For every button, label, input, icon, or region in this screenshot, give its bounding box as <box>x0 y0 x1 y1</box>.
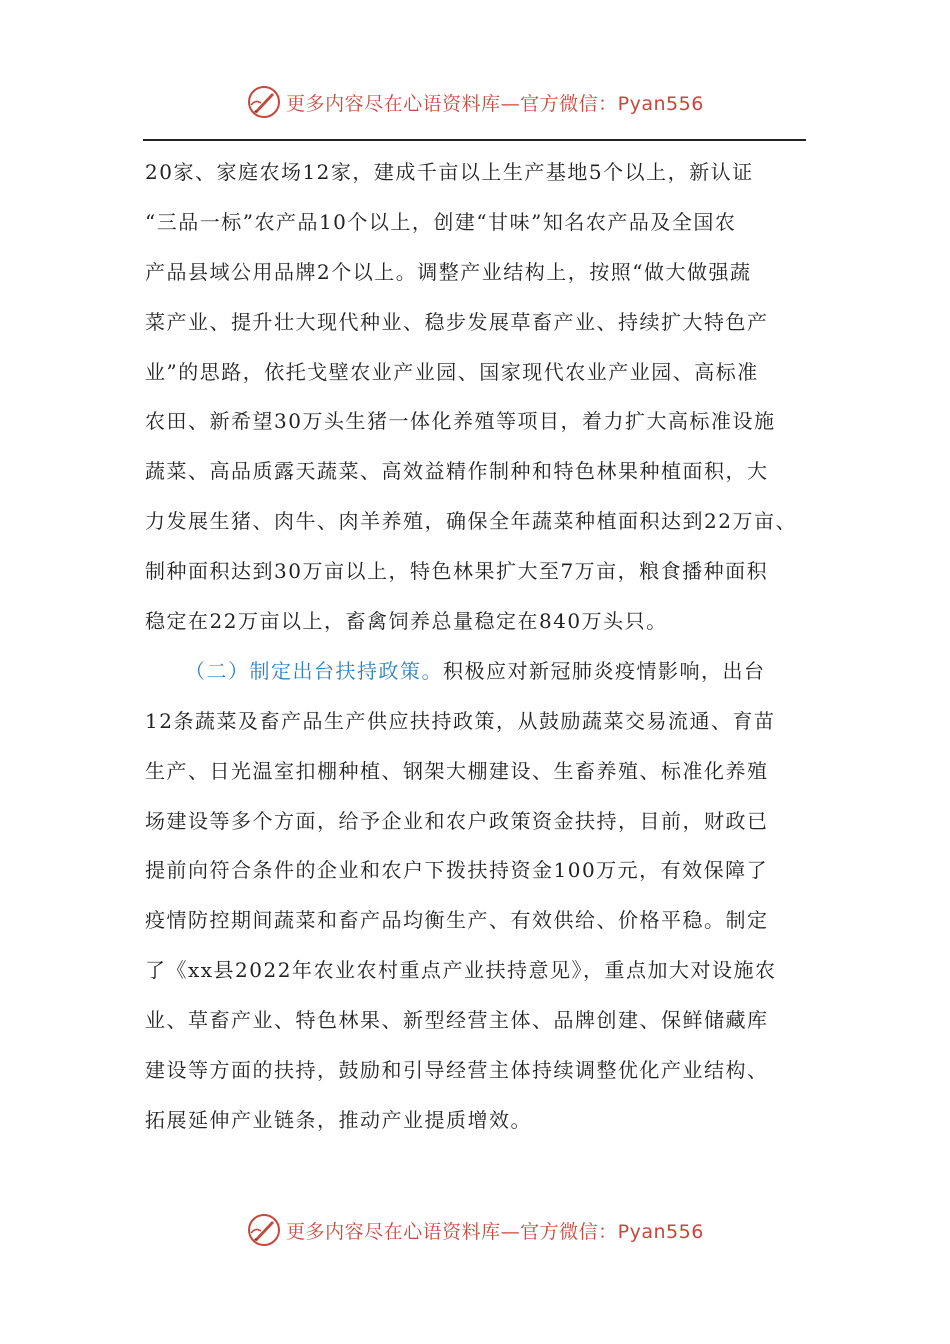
section-heading: （二）制定出台扶持政策。 <box>185 658 443 683</box>
text-line: 制种面积达到30万亩以上，特色林果扩大至7万亩，粮食播种面积 <box>145 559 769 584</box>
footer-banner-text: 更多内容尽在心语资料库—官方微信：Pyan556 <box>286 1220 704 1243</box>
text-line: 业、草畜产业、特色林果、新型经营主体、品牌创建、保鲜储藏库 <box>145 1008 769 1033</box>
pen-logo-icon <box>246 84 282 120</box>
text-line <box>145 647 825 697</box>
text-line: 提前向符合条件的企业和农户下拨扶持资金100万元，有效保障了 <box>145 858 769 883</box>
text-line: 力发展生猪、肉牛、肉羊养殖，确保全年蔬菜种植面积达到22万亩、 <box>145 509 797 534</box>
header-wechat-id: Pyan556 <box>617 92 704 115</box>
text-line: 菜产业、提升壮大现代种业、稳步发展草畜产业、持续扩大特色产 <box>145 309 769 334</box>
text-line: 12条蔬菜及畜产品生产供应扶持政策，从鼓励蔬菜交易流通、育苗 <box>145 708 776 733</box>
header-banner <box>0 82 950 122</box>
header-banner-text: 更多内容尽在心语资料库—官方微信：Pyan556 <box>286 92 704 115</box>
text-line: 建设等方面的扶持，鼓励和引导经营主体持续调整优化产业结构、 <box>145 1058 769 1083</box>
text-line: 拓展延伸产业链条，推动产业提质增效。 <box>145 1107 532 1132</box>
text-line: 稳定在22万亩以上，畜禽饲养总量稳定在840万头只。 <box>145 609 668 634</box>
footer-wechat-id: Pyan556 <box>617 1220 704 1243</box>
text-line: 产品县域公用品牌2个以上。调整产业结构上，按照“做大做强蔬 <box>145 259 752 284</box>
footer-banner <box>0 1210 950 1250</box>
text-line: 蔬菜、高品质露天蔬菜、高效益精作制种和特色林果种植面积，大 <box>145 459 769 484</box>
text-span: 积极应对新冠肺炎疫情影响，出台 <box>443 658 766 683</box>
paragraph-1 <box>145 148 825 647</box>
pen-logo-icon <box>246 1212 282 1248</box>
text-line: 业”的思路，依托戈壁农业产业园、国家现代农业产业园、高标准 <box>145 359 759 384</box>
text-line: 农田、新希望30万头生猪一体化养殖等项目，着力扩大高标准设施 <box>145 409 776 434</box>
text-line: 生产、日光温室扣棚种植、钢架大棚建设、生畜养殖、标准化养殖 <box>145 758 769 783</box>
paragraph-2 <box>145 647 825 1146</box>
text-line: “三品一标”农产品10个以上，创建“甘味”知名农产品及全国农 <box>145 209 737 234</box>
header-divider <box>143 139 806 141</box>
text-line: 场建设等多个方面，给予企业和农户政策资金扶持，目前，财政已 <box>145 808 769 833</box>
text-line: 疫情防控期间蔬菜和畜产品均衡生产、有效供给、价格平稳。制定 <box>145 908 769 933</box>
document-body <box>145 148 825 1146</box>
text-line: 20家、家庭农场12家，建成千亩以上生产基地5个以上，新认证 <box>145 160 754 184</box>
text-line: 了《xx县2022年农业农村重点产业扶持意见》，重点加大对设施农 <box>145 958 777 983</box>
